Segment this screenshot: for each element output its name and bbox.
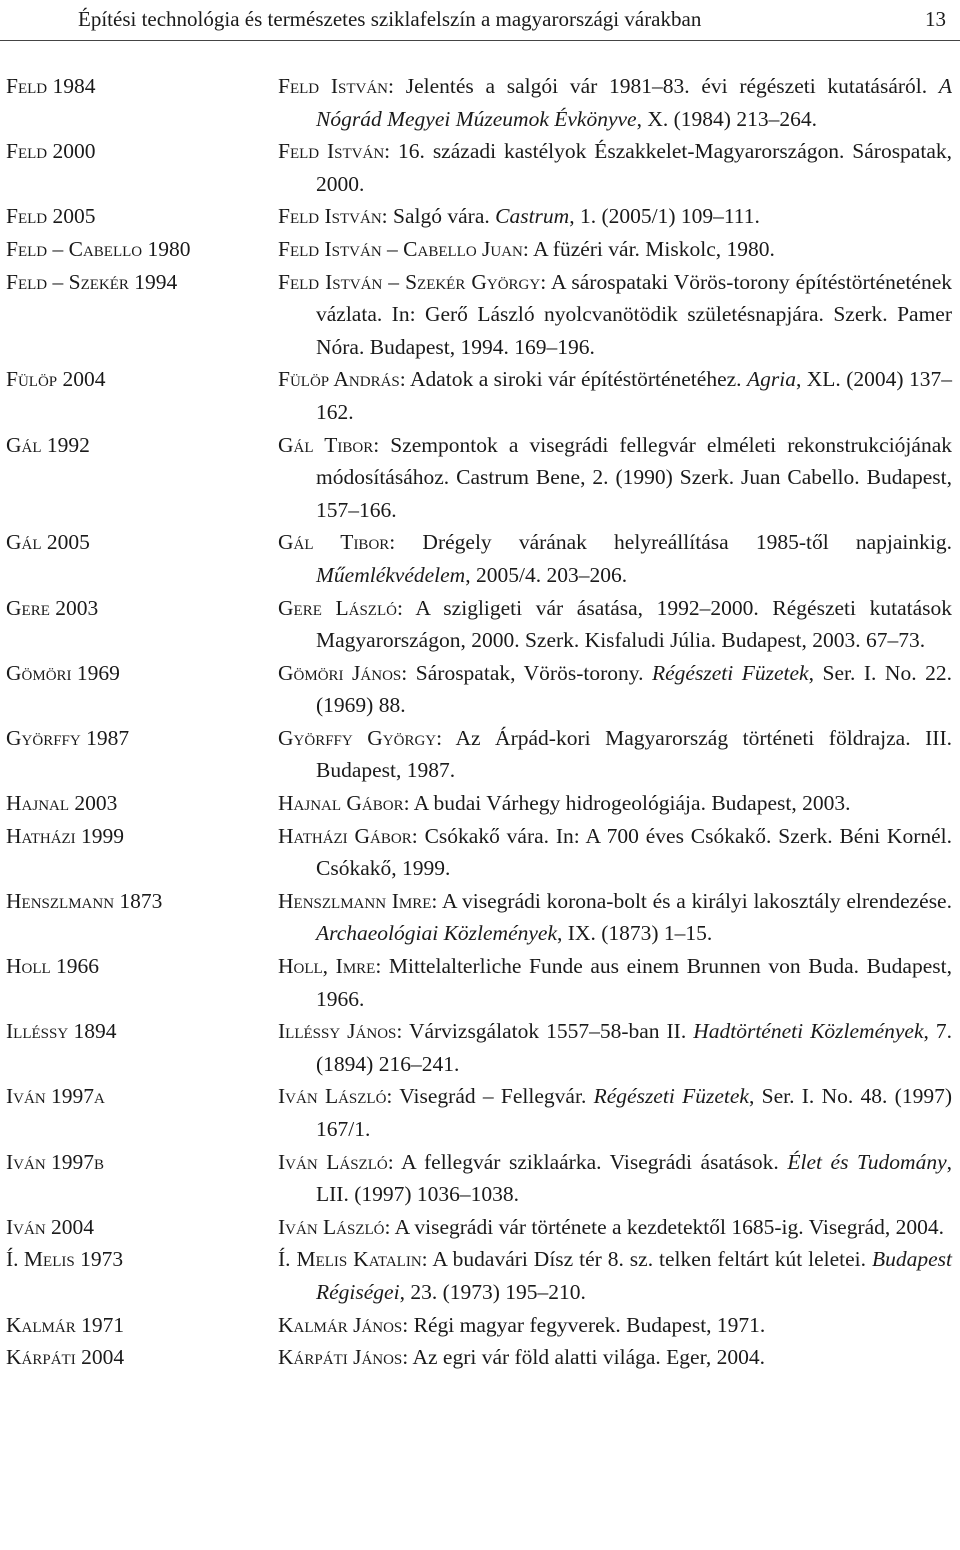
bibliography-entry: [0, 722, 960, 787]
bibliography-entry: [0, 1243, 960, 1308]
bibliography-entry: [0, 70, 960, 135]
reference-text: [278, 266, 954, 364]
bibliography-entry: [0, 1015, 960, 1080]
citation-key: Illéssy 1894: [6, 1019, 117, 1044]
reference-segment: , 7. (1894) 216–241.: [316, 1019, 953, 1076]
reference-segment: Adatok a siroki vár építéstörténetéhez.: [405, 367, 747, 392]
bibliography-entry: [0, 233, 960, 266]
reference-text: [278, 950, 954, 1015]
reference-segment: Szempontok a visegrádi fellegvár elméleti rekonstrukciójának módosításához. Castrum Bene, 2. (1990) Szerk. Juan Cabello. Budapest, 157–166.: [316, 432, 952, 522]
running-title: Építési technológia és természetes sziklafelszín a magyarországi várakban: [78, 7, 702, 31]
reference-segment: , Ser. I. No. 48. (1997) 167/1.: [316, 1084, 952, 1141]
reference-author: Iván László:: [278, 1149, 394, 1174]
reference-segment: , 2005/4. 203–206.: [465, 562, 628, 587]
reference-author: Feld István:: [278, 204, 388, 229]
reference-text: [278, 787, 954, 820]
reference-text: [278, 1015, 954, 1080]
reference-text: [278, 1341, 954, 1374]
publication-title: Castrum: [495, 204, 570, 229]
reference-segment: Csókakő vára. In: A 700 éves Csókakő. Szerk. Béni Kornél. Csókakő, 1999.: [316, 823, 953, 881]
reference-author: Iván László:: [278, 1214, 391, 1239]
publication-title: Archaeológiai Közlemények: [316, 921, 558, 946]
publication-title: Budapest Régiségei: [316, 1247, 952, 1304]
reference-author: Illéssy János:: [278, 1019, 403, 1044]
running-header: [78, 4, 946, 34]
citation-key: Holl 1966: [6, 954, 100, 979]
reference-segment: A füzéri vár. Miskolc, 1980.: [528, 236, 775, 261]
reference-author: Fülöp András:: [278, 367, 406, 392]
bibliography-entry: [0, 592, 960, 657]
reference-segment: , LII. (1997) 1036–1038.: [316, 1149, 952, 1207]
bibliography-entry: [0, 885, 960, 950]
bibliography-entry: [0, 1309, 960, 1342]
reference-author: Feld István – Szekér György:: [278, 269, 547, 294]
citation-key: Hatházi 1999: [6, 823, 125, 848]
reference-author: Gömöri János:: [278, 660, 408, 685]
citation-key: Györffy 1987: [6, 725, 130, 750]
reference-segment: Régi magyar fegyverek. Budapest, 1971.: [408, 1312, 766, 1337]
bibliography-entry: [0, 266, 960, 364]
reference-author: Gál Tibor:: [278, 530, 396, 555]
reference-text: [278, 1211, 954, 1244]
reference-segment: A visegrádi korona-bolt és a királyi lakosztály elrendezése.: [437, 888, 952, 913]
reference-text: [278, 1309, 954, 1342]
citation-key: Iván 2004: [6, 1214, 95, 1239]
reference-segment: A sárospataki Vörös-torony építéstörténetének vázlata. In: Gerő László nyolcvanötödik születésnapjára. Szerk. Pamer Nóra. Budapest, 1994. 169–196.: [316, 269, 952, 359]
reference-segment: Drégely várának helyreállítása 1985-től napjainkig.: [395, 530, 952, 555]
reference-segment: , XL. (2004) 137–162.: [316, 367, 952, 424]
reference-segment: Várvizsgálatok 1557–58-ban II.: [402, 1019, 694, 1044]
citation-key: Iván 1997b: [6, 1149, 105, 1174]
reference-text: [278, 526, 954, 591]
reference-author: Gere László:: [278, 595, 403, 620]
bibliography-entry: [0, 526, 960, 591]
bibliography-entry: [0, 1211, 960, 1244]
bibliography-entry: [0, 200, 960, 233]
bibliography-entry: [0, 1341, 960, 1374]
reference-author: Feld István – Cabello Juan:: [278, 236, 529, 261]
publication-title: A Nógrád Megyei Múzeumok Évkönyve: [316, 74, 952, 131]
citation-key: Kalmár 1971: [6, 1312, 125, 1337]
reference-author: Feld István:: [278, 139, 391, 164]
reference-text: [278, 200, 954, 233]
publication-title: Agria: [746, 367, 796, 392]
publication-title: Élet és Tudomány: [787, 1149, 947, 1174]
bibliography-entry: [0, 787, 960, 820]
reference-text: [278, 429, 954, 527]
bibliography-list: [0, 70, 960, 1374]
citation-key: Gál 1992: [6, 432, 90, 457]
reference-author: Gál Tibor:: [278, 432, 380, 457]
reference-segment: Az egri vár föld alatti világa. Eger, 2004.: [408, 1345, 766, 1370]
reference-text: [278, 70, 954, 135]
reference-segment: Az Árpád-kori Magyarország történeti földrajza. III. Budapest, 1987.: [316, 725, 952, 783]
reference-segment: A visegrádi vár története a kezdetektől 1685-ig. Visegrád, 2004.: [390, 1214, 945, 1239]
citation-key: Í. Melis 1973: [6, 1247, 124, 1272]
bibliography-entry: [0, 657, 960, 722]
reference-segment: Sárospatak, Vörös-torony.: [407, 660, 652, 685]
bibliography-entry: [0, 1146, 960, 1211]
reference-text: [278, 135, 954, 200]
citation-key: Feld 1984: [6, 74, 96, 98]
reference-segment: A fellegvár sziklaárka. Visegrádi ásatások.: [393, 1149, 788, 1174]
bibliography-entry: [0, 135, 960, 200]
reference-text: [278, 1243, 954, 1308]
reference-segment: Salgó vára.: [387, 204, 496, 229]
reference-segment: A szigligeti vár ásatása, 1992–2000. Régészeti kutatások Magyarországon, 2000. Szerk. Kisfaludi Júlia. Budapest, 2003. 67–73.: [316, 595, 953, 653]
bibliography-entry: [0, 820, 960, 885]
bibliography-entry: [0, 429, 960, 527]
bibliography-entry: [0, 1080, 960, 1145]
reference-text: [278, 885, 954, 950]
reference-text: [278, 1146, 954, 1211]
reference-text: [278, 592, 954, 657]
reference-text: [278, 363, 954, 428]
reference-text: [278, 820, 954, 885]
publication-title: Műemlékvédelem: [316, 562, 466, 587]
reference-segment: A budai Várhegy hidrogeológiája. Budapest, 2003.: [409, 791, 851, 816]
reference-segment: , IX. (1873) 1–15.: [557, 921, 713, 946]
reference-author: Holl, Imre:: [278, 954, 382, 979]
reference-text: [278, 233, 954, 266]
bibliography-entry: [0, 950, 960, 1015]
reference-segment: Mittelalterliche Funde aus einem Brunnen von Buda. Budapest, 1966.: [316, 954, 952, 1011]
reference-segment: 16. századi kastélyok Északkelet-Magyarországon. Sárospatak, 2000.: [316, 139, 952, 196]
reference-author: Kalmár János:: [278, 1312, 409, 1337]
citation-key: Feld 2000: [6, 139, 96, 164]
citation-key: Feld – Szekér 1994: [6, 269, 178, 294]
publication-title: Régészeti Füzetek: [593, 1084, 749, 1109]
reference-author: Henszlmann Imre:: [278, 888, 438, 913]
reference-author: Hatházi Gábor:: [278, 823, 418, 848]
reference-text: [278, 657, 954, 722]
reference-segment: , 23. (1973) 195–210.: [399, 1279, 586, 1304]
reference-author: Hajnal Gábor:: [278, 791, 410, 816]
reference-segment: , Ser. I. No. 22. (1969) 88.: [316, 660, 952, 718]
header-rule: [0, 40, 960, 41]
reference-text: [278, 1080, 954, 1145]
reference-segment: A budavári Dísz tér 8. sz. telken feltárt kút leletei.: [427, 1247, 872, 1272]
reference-segment: , 1. (2005/1) 109–111.: [569, 204, 760, 229]
citation-key: Hajnal 2003: [6, 791, 118, 816]
publication-title: Hadtörténeti Közlemények: [693, 1019, 924, 1044]
reference-segment: , X. (1984) 213–264.: [636, 106, 817, 131]
reference-author: Kárpáti János:: [278, 1345, 409, 1370]
citation-key: Feld 2005: [6, 204, 96, 229]
reference-author: Iván László:: [278, 1084, 393, 1109]
reference-segment: Visegrád – Fellegvár.: [392, 1084, 594, 1109]
citation-key: Iván 1997a: [6, 1084, 105, 1109]
citation-key: Henszlmann 1873: [6, 888, 163, 913]
citation-key: Gere 2003: [6, 595, 99, 620]
citation-key: Fülöp 2004: [6, 367, 106, 392]
reference-author: Györffy György:: [278, 725, 443, 750]
publication-title: Régészeti Füzetek: [652, 660, 809, 685]
reference-segment: Jelentés a salgói vár 1981–83. évi régészeti kutatásáról.: [393, 74, 939, 98]
citation-key: Kárpáti 2004: [6, 1345, 125, 1370]
reference-author: Í. Melis Katalin:: [278, 1247, 428, 1272]
page-number: 13: [925, 7, 946, 31]
citation-key: Feld – Cabello 1980: [6, 236, 191, 261]
citation-key: Gömöri 1969: [6, 660, 120, 685]
bibliography-entry: [0, 363, 960, 428]
reference-text: [278, 722, 954, 787]
citation-key: Gál 2005: [6, 530, 90, 555]
reference-author: Feld István:: [278, 74, 394, 98]
